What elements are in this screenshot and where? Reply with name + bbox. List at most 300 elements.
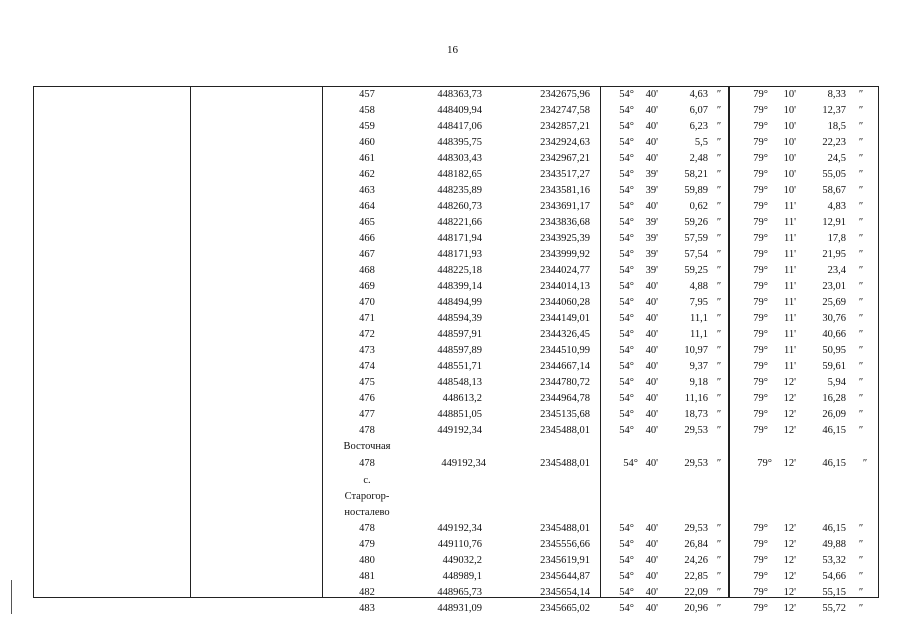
margin-mark [11, 580, 12, 614]
latitude-minutes: 40' [645, 523, 658, 534]
table-row [34, 151, 878, 167]
x-coordinate: 448417,06 [437, 121, 482, 132]
longitude-seconds-mark: ″ [858, 201, 864, 212]
longitude-degrees: 79° [753, 185, 768, 196]
longitude-minutes: 12' [783, 587, 796, 598]
y-coordinate: 2345488,01 [540, 425, 590, 436]
longitude-seconds-mark: ″ [858, 217, 864, 228]
x-coordinate: 448851,05 [437, 409, 482, 420]
point-number: 470 [359, 297, 375, 308]
latitude-seconds-mark: ″ [716, 587, 722, 598]
latitude-seconds-mark: ″ [716, 89, 722, 100]
latitude-degrees: 54° [619, 425, 634, 436]
latitude-degrees: 54° [619, 297, 634, 308]
latitude-minutes: 40' [645, 409, 658, 420]
longitude-seconds-mark: ″ [858, 153, 864, 164]
latitude-minutes: 40' [645, 555, 658, 566]
latitude-seconds: 18,73 [684, 409, 708, 420]
table-row [34, 569, 878, 585]
y-coordinate: 2343691,17 [540, 201, 590, 212]
longitude-seconds-mark: ″ [858, 587, 864, 598]
latitude-minutes: 40' [645, 458, 658, 469]
longitude-minutes: 11' [783, 201, 796, 212]
longitude-seconds-mark: ″ [858, 121, 864, 132]
longitude-seconds-mark: ″ [858, 313, 864, 324]
table-row [34, 87, 878, 103]
longitude-seconds-mark: ″ [858, 297, 864, 308]
latitude-minutes: 40' [645, 281, 658, 292]
longitude-seconds: 5,94 [827, 377, 846, 388]
latitude-minutes: 40' [645, 539, 658, 550]
latitude-seconds-mark: ″ [716, 105, 722, 116]
latitude-seconds: 7,95 [689, 297, 708, 308]
table-row [34, 391, 878, 407]
y-coordinate: 2345135,68 [540, 409, 590, 420]
latitude-seconds-mark: ″ [716, 393, 722, 404]
latitude-seconds: 11,1 [690, 313, 708, 324]
y-coordinate: 2344667,14 [540, 361, 590, 372]
table-row [34, 455, 878, 473]
latitude-minutes: 40' [645, 137, 658, 148]
longitude-minutes: 12' [783, 603, 796, 614]
latitude-seconds: 29,53 [684, 425, 708, 436]
longitude-minutes: 11' [783, 233, 796, 244]
longitude-seconds-mark: ″ [858, 169, 864, 180]
longitude-degrees: 79° [753, 89, 768, 100]
longitude-seconds-mark: ″ [858, 233, 864, 244]
latitude-degrees: 54° [619, 377, 634, 388]
point-number: 481 [359, 571, 375, 582]
table-row [34, 311, 878, 327]
latitude-seconds-mark: ″ [716, 603, 722, 614]
longitude-minutes: 11' [783, 313, 796, 324]
latitude-seconds: 57,59 [684, 233, 708, 244]
table-row [34, 135, 878, 151]
longitude-seconds: 46,15 [822, 523, 846, 534]
latitude-degrees: 54° [619, 281, 634, 292]
longitude-degrees: 79° [753, 377, 768, 388]
point-number: 467 [359, 249, 375, 260]
table-row [34, 359, 878, 375]
latitude-seconds: 29,53 [684, 523, 708, 534]
longitude-minutes: 10' [783, 89, 796, 100]
longitude-minutes: 10' [783, 105, 796, 116]
section-label: Старогор- [344, 491, 390, 502]
latitude-degrees: 54° [619, 233, 634, 244]
latitude-seconds-mark: ″ [716, 233, 722, 244]
latitude-minutes: 40' [645, 201, 658, 212]
x-coordinate: 449032,2 [442, 555, 482, 566]
x-coordinate: 449192,34 [437, 523, 482, 534]
longitude-degrees: 79° [753, 281, 768, 292]
x-coordinate: 449192,34 [437, 425, 482, 436]
longitude-seconds-mark: ″ [858, 361, 864, 372]
point-number: 459 [359, 121, 375, 132]
latitude-seconds: 9,37 [689, 361, 708, 372]
latitude-seconds-mark: ″ [716, 523, 722, 534]
longitude-minutes: 11' [783, 329, 796, 340]
longitude-seconds: 8,33 [827, 89, 846, 100]
longitude-seconds: 22,23 [822, 137, 846, 148]
point-number: 461 [359, 153, 375, 164]
latitude-degrees: 54° [619, 409, 634, 420]
longitude-seconds-mark: ″ [858, 377, 864, 388]
longitude-degrees: 79° [753, 201, 768, 212]
latitude-seconds-mark: ″ [716, 329, 722, 340]
longitude-degrees: 79° [753, 425, 768, 436]
latitude-degrees: 54° [619, 313, 634, 324]
table-row [34, 407, 878, 423]
section-label-row [34, 473, 878, 489]
latitude-seconds: 57,54 [684, 249, 708, 260]
point-number: 458 [359, 105, 375, 116]
longitude-seconds: 21,95 [822, 249, 846, 260]
longitude-seconds-mark: ″ [858, 425, 864, 436]
x-coordinate: 448597,91 [437, 329, 482, 340]
latitude-seconds-mark: ″ [716, 265, 722, 276]
latitude-seconds-mark: ″ [716, 185, 722, 196]
y-coordinate: 2345665,02 [540, 603, 590, 614]
latitude-minutes: 40' [645, 587, 658, 598]
y-coordinate: 2343925,39 [540, 233, 590, 244]
latitude-seconds: 20,96 [684, 603, 708, 614]
latitude-seconds: 59,26 [684, 217, 708, 228]
latitude-seconds-mark: ″ [716, 249, 722, 260]
point-number: 474 [359, 361, 375, 372]
longitude-seconds-mark: ″ [858, 555, 864, 566]
x-coordinate: 448548,13 [437, 377, 482, 388]
longitude-seconds: 4,83 [827, 201, 846, 212]
section-label-row [34, 489, 878, 505]
y-coordinate: 2342675,96 [540, 89, 590, 100]
latitude-degrees: 54° [619, 329, 634, 340]
longitude-seconds: 55,05 [822, 169, 846, 180]
longitude-degrees: 79° [753, 393, 768, 404]
longitude-degrees: 79° [753, 265, 768, 276]
point-number: 463 [359, 185, 375, 196]
longitude-seconds: 30,76 [822, 313, 846, 324]
longitude-seconds: 49,88 [822, 539, 846, 550]
longitude-degrees: 79° [753, 249, 768, 260]
latitude-degrees: 54° [619, 523, 634, 534]
longitude-seconds: 55,72 [822, 603, 846, 614]
longitude-seconds-mark: ″ [858, 393, 864, 404]
latitude-minutes: 40' [645, 571, 658, 582]
longitude-seconds-mark: ″ [858, 265, 864, 276]
y-coordinate: 2342747,58 [540, 105, 590, 116]
longitude-seconds: 54,66 [822, 571, 846, 582]
latitude-seconds: 22,09 [684, 587, 708, 598]
point-number: 465 [359, 217, 375, 228]
longitude-seconds: 46,15 [822, 425, 846, 436]
point-number: 478 [359, 523, 375, 534]
longitude-seconds-mark: ″ [858, 137, 864, 148]
latitude-minutes: 40' [645, 393, 658, 404]
y-coordinate: 2344510,99 [540, 345, 590, 356]
point-number: 482 [359, 587, 375, 598]
longitude-degrees: 79° [753, 105, 768, 116]
longitude-minutes: 12' [783, 539, 796, 550]
latitude-minutes: 40' [645, 105, 658, 116]
latitude-minutes: 40' [645, 89, 658, 100]
longitude-degrees: 79° [753, 313, 768, 324]
longitude-seconds-mark: ″ [862, 458, 868, 469]
longitude-seconds-mark: ″ [858, 539, 864, 550]
latitude-seconds: 58,21 [684, 169, 708, 180]
longitude-seconds-mark: ″ [858, 603, 864, 614]
latitude-minutes: 39' [645, 217, 658, 228]
longitude-minutes: 10' [783, 121, 796, 132]
x-coordinate: 448225,18 [437, 265, 482, 276]
point-number: 462 [359, 169, 375, 180]
y-coordinate: 2345619,91 [540, 555, 590, 566]
y-coordinate: 2344964,78 [540, 393, 590, 404]
point-number: 477 [359, 409, 375, 420]
latitude-seconds-mark: ″ [716, 425, 722, 436]
x-coordinate: 448182,65 [437, 169, 482, 180]
latitude-minutes: 40' [645, 377, 658, 388]
section-label: Восточная [343, 441, 391, 452]
longitude-degrees: 79° [753, 233, 768, 244]
longitude-seconds: 58,67 [822, 185, 846, 196]
longitude-minutes: 11' [783, 345, 796, 356]
longitude-seconds-mark: ″ [858, 89, 864, 100]
y-coordinate: 2342967,21 [540, 153, 590, 164]
latitude-seconds-mark: ″ [716, 361, 722, 372]
x-coordinate: 448989,1 [442, 571, 482, 582]
longitude-seconds-mark: ″ [858, 345, 864, 356]
longitude-seconds: 53,32 [822, 555, 846, 566]
latitude-seconds-mark: ″ [716, 201, 722, 212]
latitude-degrees: 54° [619, 185, 634, 196]
x-coordinate: 448171,94 [437, 233, 482, 244]
latitude-degrees: 54° [619, 105, 634, 116]
latitude-seconds-mark: ″ [716, 571, 722, 582]
latitude-minutes: 40' [645, 313, 658, 324]
latitude-seconds: 4,88 [689, 281, 708, 292]
latitude-minutes: 39' [645, 233, 658, 244]
latitude-degrees: 54° [619, 345, 634, 356]
longitude-minutes: 12' [783, 523, 796, 534]
x-coordinate: 448399,14 [437, 281, 482, 292]
point-number: 476 [359, 393, 375, 404]
point-number: 473 [359, 345, 375, 356]
longitude-seconds-mark: ″ [858, 249, 864, 260]
table-row [34, 183, 878, 199]
latitude-seconds: 29,53 [684, 458, 708, 469]
longitude-degrees: 79° [753, 217, 768, 228]
x-coordinate: 449192,34 [441, 458, 486, 469]
x-coordinate: 448597,89 [437, 345, 482, 356]
longitude-minutes: 10' [783, 153, 796, 164]
y-coordinate: 2344014,13 [540, 281, 590, 292]
latitude-seconds: 5,5 [694, 137, 708, 148]
longitude-degrees: 79° [753, 587, 768, 598]
longitude-minutes: 11' [783, 297, 796, 308]
latitude-degrees: 54° [619, 393, 634, 404]
latitude-minutes: 39' [645, 185, 658, 196]
y-coordinate: 2342857,21 [540, 121, 590, 132]
latitude-seconds-mark: ″ [716, 377, 722, 388]
y-coordinate: 2345488,01 [540, 458, 590, 469]
y-coordinate: 2345488,01 [540, 523, 590, 534]
section-label: с. [363, 475, 371, 486]
latitude-degrees: 54° [619, 121, 634, 132]
x-coordinate: 448395,75 [437, 137, 482, 148]
longitude-seconds: 12,91 [822, 217, 846, 228]
longitude-degrees: 79° [757, 458, 772, 469]
x-coordinate: 448594,39 [437, 313, 482, 324]
longitude-degrees: 79° [753, 571, 768, 582]
longitude-minutes: 12' [783, 377, 796, 388]
table-row [34, 215, 878, 231]
latitude-seconds-mark: ″ [716, 281, 722, 292]
section-label-row [34, 439, 878, 455]
x-coordinate: 448171,93 [437, 249, 482, 260]
longitude-degrees: 79° [753, 409, 768, 420]
latitude-seconds: 2,48 [689, 153, 708, 164]
table-row [34, 553, 878, 569]
point-number: 464 [359, 201, 375, 212]
latitude-seconds-mark: ″ [716, 153, 722, 164]
x-coordinate: 448965,73 [437, 587, 482, 598]
point-number: 471 [359, 313, 375, 324]
x-coordinate: 448931,09 [437, 603, 482, 614]
point-number: 460 [359, 137, 375, 148]
longitude-degrees: 79° [753, 121, 768, 132]
longitude-seconds: 18,5 [827, 121, 846, 132]
latitude-seconds-mark: ″ [716, 121, 722, 132]
longitude-minutes: 12' [783, 555, 796, 566]
coordinates-table [33, 86, 879, 614]
x-coordinate: 448221,66 [437, 217, 482, 228]
latitude-degrees: 54° [619, 153, 634, 164]
y-coordinate: 2343836,68 [540, 217, 590, 228]
y-coordinate: 2345654,14 [540, 587, 590, 598]
latitude-degrees: 54° [619, 571, 634, 582]
latitude-seconds-mark: ″ [716, 217, 722, 228]
point-number: 457 [359, 89, 375, 100]
y-coordinate: 2345644,87 [540, 571, 590, 582]
latitude-degrees: 54° [619, 603, 634, 614]
point-number: 472 [359, 329, 375, 340]
latitude-minutes: 40' [645, 603, 658, 614]
longitude-degrees: 79° [753, 523, 768, 534]
latitude-seconds: 59,89 [684, 185, 708, 196]
longitude-seconds-mark: ″ [858, 329, 864, 340]
point-number: 475 [359, 377, 375, 388]
longitude-minutes: 10' [783, 169, 796, 180]
longitude-degrees: 79° [753, 345, 768, 356]
x-coordinate: 448613,2 [442, 393, 482, 404]
table-row [34, 423, 878, 439]
latitude-seconds-mark: ″ [716, 297, 722, 308]
latitude-seconds-mark: ″ [716, 345, 722, 356]
latitude-minutes: 40' [645, 297, 658, 308]
y-coordinate: 2344060,28 [540, 297, 590, 308]
latitude-seconds-mark: ″ [716, 137, 722, 148]
longitude-seconds: 24,5 [827, 153, 846, 164]
x-coordinate: 448494,99 [437, 297, 482, 308]
latitude-degrees: 54° [619, 555, 634, 566]
longitude-seconds: 23,4 [827, 265, 846, 276]
longitude-degrees: 79° [753, 603, 768, 614]
latitude-degrees: 54° [619, 137, 634, 148]
longitude-seconds: 25,69 [822, 297, 846, 308]
longitude-minutes: 11' [783, 217, 796, 228]
table-body [34, 87, 878, 617]
longitude-seconds: 55,15 [822, 587, 846, 598]
point-number: 469 [359, 281, 375, 292]
latitude-minutes: 40' [645, 329, 658, 340]
latitude-seconds: 22,85 [684, 571, 708, 582]
x-coordinate: 448260,73 [437, 201, 482, 212]
latitude-degrees: 54° [619, 265, 634, 276]
latitude-seconds: 10,97 [684, 345, 708, 356]
longitude-seconds-mark: ″ [858, 185, 864, 196]
latitude-minutes: 40' [645, 121, 658, 132]
longitude-seconds: 50,95 [822, 345, 846, 356]
latitude-seconds: 11,16 [684, 393, 708, 404]
latitude-seconds: 59,25 [684, 265, 708, 276]
longitude-degrees: 79° [753, 329, 768, 340]
longitude-seconds: 26,09 [822, 409, 846, 420]
longitude-degrees: 79° [753, 361, 768, 372]
latitude-minutes: 39' [645, 249, 658, 260]
longitude-minutes: 10' [783, 137, 796, 148]
point-number: 478 [359, 458, 375, 469]
longitude-seconds: 46,15 [822, 458, 846, 469]
x-coordinate: 449110,76 [437, 539, 482, 550]
latitude-degrees: 54° [619, 169, 634, 180]
table-row [34, 247, 878, 263]
x-coordinate: 448235,89 [437, 185, 482, 196]
latitude-seconds: 6,07 [689, 105, 708, 116]
y-coordinate: 2343999,92 [540, 249, 590, 260]
latitude-seconds: 11,1 [690, 329, 708, 340]
longitude-seconds: 40,66 [822, 329, 846, 340]
x-coordinate: 448303,43 [437, 153, 482, 164]
latitude-seconds-mark: ″ [716, 458, 722, 469]
y-coordinate: 2342924,63 [540, 137, 590, 148]
point-number: 468 [359, 265, 375, 276]
latitude-seconds: 4,63 [689, 89, 708, 100]
latitude-degrees: 54° [619, 587, 634, 598]
latitude-seconds: 9,18 [689, 377, 708, 388]
longitude-degrees: 79° [753, 539, 768, 550]
longitude-minutes: 11' [783, 281, 796, 292]
table-row [34, 601, 878, 617]
y-coordinate: 2345556,66 [540, 539, 590, 550]
section-label: носталево [344, 507, 390, 518]
longitude-degrees: 79° [753, 137, 768, 148]
point-number: 478 [359, 425, 375, 436]
table-row [34, 585, 878, 601]
longitude-degrees: 79° [753, 555, 768, 566]
longitude-degrees: 79° [753, 297, 768, 308]
x-coordinate: 448363,73 [437, 89, 482, 100]
latitude-minutes: 40' [645, 425, 658, 436]
table-row [34, 521, 878, 537]
table-row [34, 295, 878, 311]
page-number: 16 [447, 44, 458, 56]
point-number: 480 [359, 555, 375, 566]
table-row [34, 167, 878, 183]
latitude-degrees: 54° [619, 361, 634, 372]
longitude-minutes: 11' [783, 265, 796, 276]
table-row [34, 231, 878, 247]
longitude-seconds-mark: ″ [858, 409, 864, 420]
